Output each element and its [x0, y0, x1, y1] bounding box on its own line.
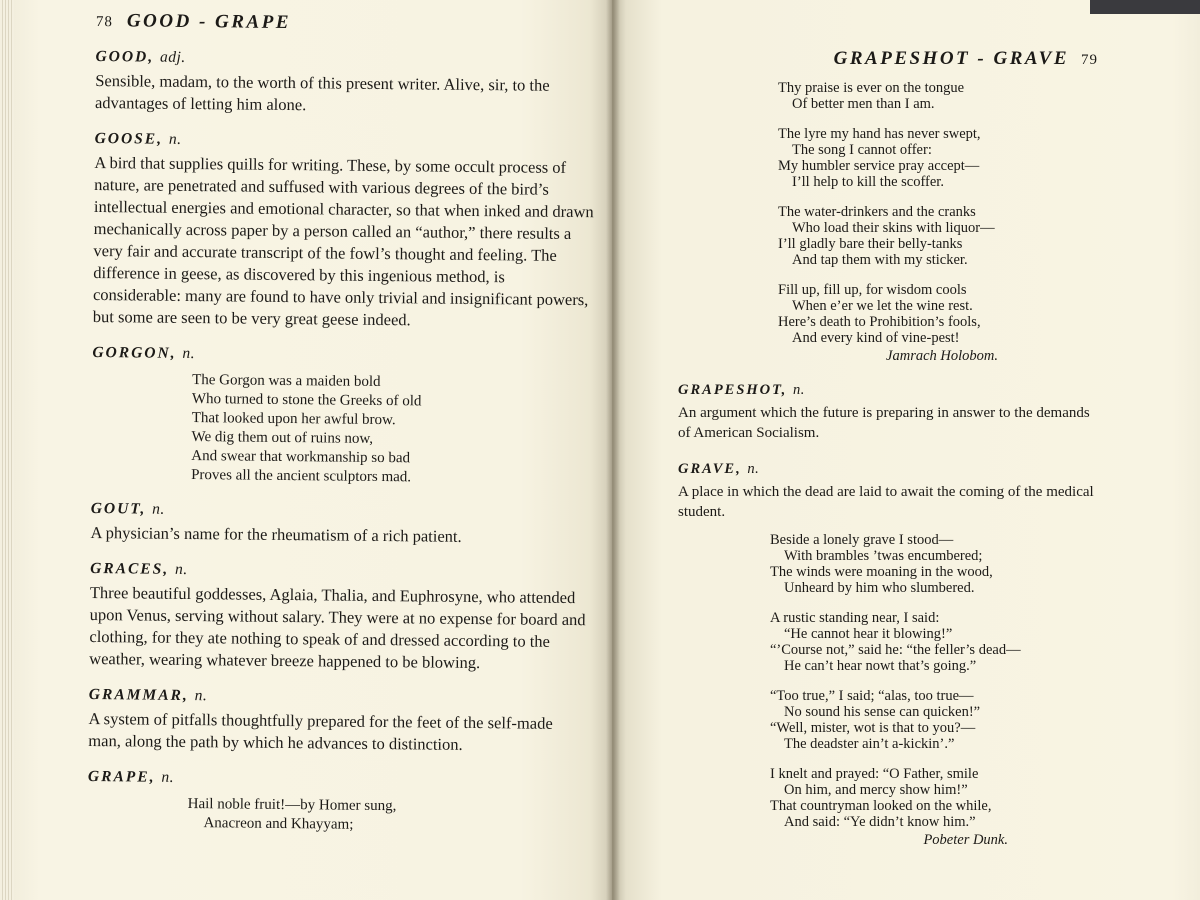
verse-line: And every kind of vine-pest! [792, 330, 960, 346]
left-page-number: 78 [95, 13, 113, 31]
entry-word: GRAVE, [678, 461, 742, 477]
entry-word: GORGON, [92, 343, 177, 362]
gorgon-verse [91, 370, 592, 489]
entry-grave [678, 461, 1098, 848]
verse-line: Who load their skins with liquor— [792, 220, 995, 236]
entry-gorgon [91, 344, 592, 489]
entry-word: GOOD, [95, 47, 155, 66]
grave-verse [678, 532, 1098, 830]
verse-line: “Well, mister, wot is that to you?— [770, 720, 976, 736]
entry-pos: n. [747, 461, 760, 477]
entry-pos: n. [194, 687, 208, 705]
entry-grapeshot [678, 382, 1098, 443]
entry-pos: n. [168, 130, 182, 148]
verse-line: The lyre my hand has never swept, [778, 126, 981, 142]
verse-line: “Too true,” I said; “alas, too true— [770, 688, 974, 704]
verse-line: I’ll help to kill the scoffer. [792, 174, 944, 190]
verse-line: Fill up, fill up, for wisdom cools [778, 282, 967, 298]
left-running-head-text: GOOD - GRAPE [126, 10, 292, 34]
entry-pos: n. [152, 500, 165, 518]
entry-pos: n. [161, 768, 175, 786]
right-running-head-text: GRAPESHOT - GRAVE [833, 48, 1069, 69]
book-gutter [606, 0, 620, 900]
entry-definition: An argument which the future is preparing in answer to the demands of American Socialism. [678, 405, 1090, 441]
entry-definition: A system of pitfalls thoughtfully prepared for the feet of the self-made man, along the path by which he advances to distinction. [88, 708, 553, 754]
entry-good [95, 48, 596, 119]
stanza [770, 688, 1098, 752]
verse-line: And tap them with my sticker. [792, 252, 968, 268]
verse-line: My humbler service pray accept— [778, 158, 980, 174]
entry-word: GRAPE, [87, 767, 156, 786]
verse-line: The Gorgon was a maiden bold [192, 372, 381, 390]
entry-gout [90, 500, 590, 549]
right-page-content [678, 48, 1098, 848]
entry-word: GRAPESHOT, [678, 382, 788, 398]
verse-line: When e’er we let the wine rest. [792, 298, 973, 314]
entry-word: GOUT, [90, 499, 147, 518]
entry-word: GOOSE, [94, 129, 164, 148]
verse-attribution: Pobeter Dunk. [923, 832, 1008, 848]
left-running-head [96, 10, 596, 37]
entry-pos: adj. [159, 48, 186, 66]
stanza [778, 80, 1098, 112]
entry-definition: A place in which the dead are laid to await the coming of the medical student. [678, 484, 1094, 520]
verse-line: Here’s death to Prohibition’s fools, [778, 314, 981, 330]
page-edges [0, 0, 14, 900]
verse-line: We dig them out of ruins now, [191, 429, 374, 447]
entry-word: GRAMMAR, [88, 685, 189, 705]
verse-line: The deadster ain’t a-kickin’.” [784, 736, 955, 752]
verse-line: And swear that workmanship so bad [191, 448, 411, 467]
verse-line: No sound his sense can quicken!” [784, 704, 981, 720]
verse-line: With brambles ’twas encumbered; [784, 548, 983, 564]
verse-line: The water-drinkers and the cranks [778, 204, 976, 220]
entry-graces [89, 560, 590, 675]
background-corner [1090, 0, 1200, 14]
verse-line: And said: “Ye didn’t know him.” [784, 814, 976, 830]
verse-line: On him, and mercy show him!” [784, 782, 968, 798]
verse-line: Beside a lonely grave I stood— [770, 532, 954, 548]
grape-verse-continued [678, 80, 1098, 346]
entry-grape [87, 768, 588, 837]
verse-line: Unheard by him who slumbered. [784, 580, 975, 596]
entry-goose [93, 130, 595, 333]
verse-line: The song I cannot offer: [792, 142, 932, 158]
stanza [778, 282, 1098, 346]
right-page-number: 79 [1081, 52, 1098, 68]
entry-definition: A physician’s name for the rheumatism of a rich patient. [90, 522, 462, 546]
entry-pos: n. [182, 344, 196, 363]
stanza [770, 766, 1098, 830]
entry-definition: A bird that supplies quills for writing. These, by some occult process of nature, are penetrated and suffused with various degrees of the bird’s intellectual energies and emotional character, so that when inked and drawn mechanically across paper by a person called an “author,” there results a very fair and accurate transcript of the fowl’s thought and feeling. The difference in geese, as discovered by this ingenious method, is considerable: many are found to have only trivial and insignificant powers, but some are seen to be very great geese indeed. [92, 152, 594, 330]
left-page-content [87, 10, 596, 837]
verse-line: “He cannot hear it blowing!” [784, 626, 953, 642]
right-running-head [678, 48, 1098, 70]
verse-line: Proves all the ancient sculptors mad. [191, 467, 412, 486]
entry-word: GRACES, [90, 559, 170, 578]
verse-line: Anacreon and Khayyam; [203, 815, 354, 833]
verse-line: Hail noble fruit!—by Homer sung, [187, 796, 397, 815]
entry-pos: n. [792, 382, 805, 398]
verse-line: That looked upon her awful brow. [191, 410, 396, 429]
verse-line: Thy praise is ever on the tongue [778, 80, 965, 96]
verse-line: That countryman looked on the while, [770, 798, 992, 814]
verse-line: A rustic standing near, I said: [770, 610, 940, 626]
stanza [778, 204, 1098, 268]
verse-line: Of better men than I am. [792, 96, 935, 112]
entry-pos: n. [174, 560, 188, 578]
grape-verse [87, 794, 587, 837]
stanza [770, 532, 1098, 596]
verse-line: I’ll gladly bare their belly-tanks [778, 236, 963, 252]
entry-grammar [88, 686, 589, 757]
verse-line: He can’t hear nowt that’s going.” [784, 658, 977, 674]
stanza [770, 610, 1098, 674]
verse-line: “’Course not,” said he: “the feller’s dead— [770, 642, 1021, 658]
verse-line: The winds were moaning in the wood, [770, 564, 993, 580]
entry-definition: Three beautiful goddesses, Aglaia, Thalia, and Euphrosyne, who attended upon Venus, serving without salary. They were at no expense for board and clothing, for they ate nothing to speak of and dressed according to the weather, wearing whatever breeze happened to be blowing. [89, 582, 586, 673]
stanza [778, 126, 1098, 190]
verse-attribution: Jamrach Holobom. [886, 348, 998, 364]
verse-line: Who turned to stone the Greeks of old [191, 391, 422, 410]
verse-line: I knelt and prayed: “O Father, smile [770, 766, 979, 782]
entry-definition: Sensible, madam, to the worth of this present writer. Alive, sir, to the advantages of letting him alone. [94, 70, 550, 115]
